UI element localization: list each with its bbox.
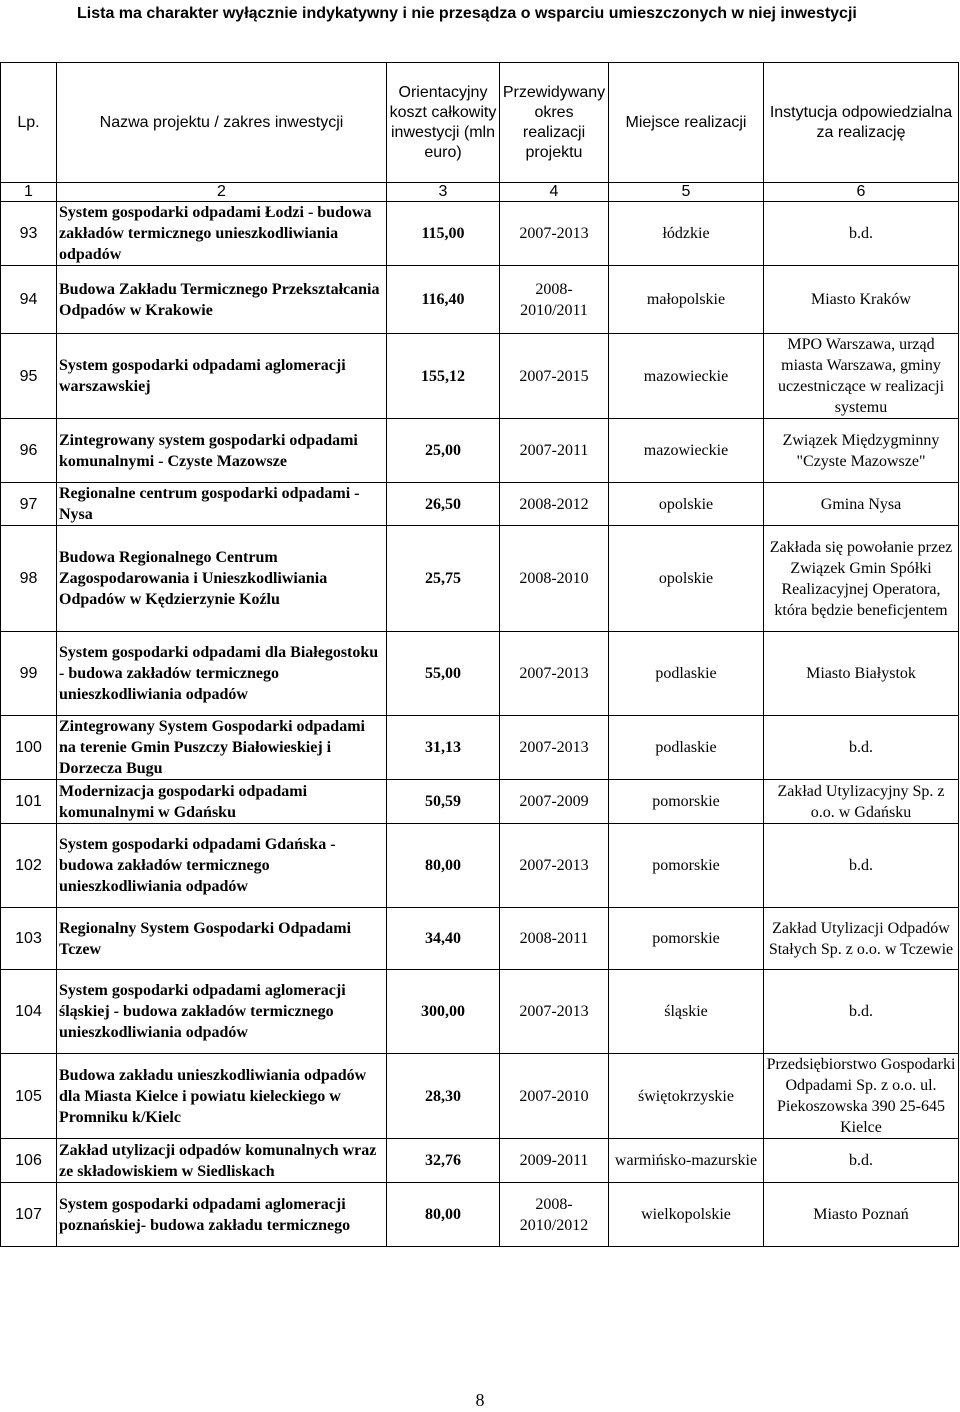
- row-cost: 155,12: [387, 334, 500, 419]
- page-heading: Lista ma charakter wyłącznie indykatywny i nie przesądza o wsparciu umieszczonych w niej inwestycji: [77, 5, 857, 22]
- row-place: pomorskie: [609, 824, 764, 908]
- row-lp: 95: [1, 334, 57, 419]
- row-place: pomorskie: [609, 908, 764, 970]
- row-project-name: System gospodarki odpadami aglomeracji poznańskiej- budowa zakładu termicznego: [57, 1183, 387, 1247]
- row-lp: 103: [1, 908, 57, 970]
- header-row: [1, 63, 959, 183]
- row-period: 2007-2015: [500, 334, 609, 419]
- row-institution: Miasto Kraków: [764, 266, 959, 334]
- row-place: pomorskie: [609, 780, 764, 824]
- row-institution: Miasto Białystok: [764, 632, 959, 716]
- row-period: 2009-2011: [500, 1139, 609, 1183]
- row-cost: 25,00: [387, 419, 500, 483]
- row-project-name: System gospodarki odpadami aglomeracji warszawskiej: [57, 334, 387, 419]
- row-lp: 93: [1, 202, 57, 266]
- row-institution: Przedsiębiorstwo Gospodarki Odpadami Sp. z o.o. ul. Piekoszowska 390 25-645 Kielce: [764, 1054, 959, 1139]
- row-institution: MPO Warszawa, urząd miasta Warszawa, gminy uczestniczące w realizacji systemu: [764, 334, 959, 419]
- column-number: 6: [764, 183, 959, 202]
- row-place: warmińsko-mazurskie: [609, 1139, 764, 1183]
- row-lp: 101: [1, 780, 57, 824]
- investment-table: [0, 62, 959, 1247]
- row-lp: 94: [1, 266, 57, 334]
- table-row: [1, 716, 959, 780]
- row-cost: 28,30: [387, 1054, 500, 1139]
- col-header-institution: Instytucja odpowiedzialna za realizację: [764, 63, 959, 183]
- table-row: [1, 1183, 959, 1247]
- row-cost: 34,40: [387, 908, 500, 970]
- row-period: 2008-2012: [500, 483, 609, 526]
- table-row: [1, 824, 959, 908]
- row-place: opolskie: [609, 526, 764, 632]
- row-period: 2007-2009: [500, 780, 609, 824]
- row-lp: 105: [1, 1054, 57, 1139]
- table-row: [1, 419, 959, 483]
- row-place: świętokrzyskie: [609, 1054, 764, 1139]
- row-project-name: Zakład utylizacji odpadów komunalnych wraz ze składowiskiem w Siedliskach: [57, 1139, 387, 1183]
- row-institution: Gmina Nysa: [764, 483, 959, 526]
- row-cost: 50,59: [387, 780, 500, 824]
- row-period: 2007-2013: [500, 824, 609, 908]
- row-period: 2007-2013: [500, 970, 609, 1054]
- row-project-name: System gospodarki odpadami dla Białegostoku - budowa zakładów termicznego unieszkodliwiania odpadów: [57, 632, 387, 716]
- row-place: opolskie: [609, 483, 764, 526]
- row-place: małopolskie: [609, 266, 764, 334]
- col-header-lp: Lp.: [1, 63, 57, 183]
- row-period: 2008-2010/2012: [500, 1183, 609, 1247]
- row-project-name: Zintegrowany System Gospodarki odpadami na terenie Gmin Puszczy Białowieskiej i Dorzecza Bugu: [57, 716, 387, 780]
- table-row: [1, 483, 959, 526]
- row-place: mazowieckie: [609, 419, 764, 483]
- row-lp: 104: [1, 970, 57, 1054]
- table-row: [1, 970, 959, 1054]
- row-institution: Zakłada się powołanie przez Związek Gmin Spółki Realizacyjnej Operatora, która będzie beneficjentem: [764, 526, 959, 632]
- row-place: podlaskie: [609, 632, 764, 716]
- row-project-name: Budowa zakładu unieszkodliwiania odpadów dla Miasta Kielce i powiatu kieleckiego w Promniku k/Kielc: [57, 1054, 387, 1139]
- row-institution: Zakład Utylizacyjny Sp. z o.o. w Gdańsku: [764, 780, 959, 824]
- column-number: 1: [1, 183, 57, 202]
- table-row: [1, 334, 959, 419]
- table-row: [1, 1139, 959, 1183]
- row-cost: 80,00: [387, 824, 500, 908]
- col-header-name: Nazwa projektu / zakres inwestycji: [57, 63, 387, 183]
- table-row: [1, 266, 959, 334]
- row-institution: b.d.: [764, 716, 959, 780]
- row-place: wielkopolskie: [609, 1183, 764, 1247]
- row-project-name: Regionalny System Gospodarki Odpadami Tczew: [57, 908, 387, 970]
- table-row: [1, 908, 959, 970]
- row-institution: Miasto Poznań: [764, 1183, 959, 1247]
- page-number: 8: [475, 1390, 485, 1410]
- row-period: 2008-2011: [500, 908, 609, 970]
- column-number: 3: [387, 183, 500, 202]
- row-cost: 115,00: [387, 202, 500, 266]
- row-institution: b.d.: [764, 970, 959, 1054]
- row-period: 2007-2011: [500, 419, 609, 483]
- table-row: [1, 202, 959, 266]
- row-institution: Zakład Utylizacji Odpadów Stałych Sp. z o.o. w Tczewie: [764, 908, 959, 970]
- row-cost: 116,40: [387, 266, 500, 334]
- row-period: 2007-2013: [500, 202, 609, 266]
- col-header-cost: Orientacyjny koszt całkowity inwestycji (mln euro): [387, 63, 500, 183]
- row-lp: 96: [1, 419, 57, 483]
- row-period: 2007-2013: [500, 632, 609, 716]
- row-project-name: System gospodarki odpadami Gdańska - budowa zakładów termicznego unieszkodliwiania odpadów: [57, 824, 387, 908]
- row-place: śląskie: [609, 970, 764, 1054]
- row-place: mazowieckie: [609, 334, 764, 419]
- row-project-name: Budowa Regionalnego Centrum Zagospodarowania i Unieszkodliwiania Odpadów w Kędzierzynie Koźlu: [57, 526, 387, 632]
- row-institution: b.d.: [764, 824, 959, 908]
- row-lp: 107: [1, 1183, 57, 1247]
- row-period: 2007-2013: [500, 716, 609, 780]
- table-row: [1, 526, 959, 632]
- row-project-name: System gospodarki odpadami aglomeracji śląskiej - budowa zakładów termicznego unieszkodliwiania odpadów: [57, 970, 387, 1054]
- col-header-period: Przewidywany okres realizacji projektu: [500, 63, 609, 183]
- row-cost: 25,75: [387, 526, 500, 632]
- row-cost: 26,50: [387, 483, 500, 526]
- row-lp: 106: [1, 1139, 57, 1183]
- column-number: 2: [57, 183, 387, 202]
- column-number: 5: [609, 183, 764, 202]
- row-lp: 100: [1, 716, 57, 780]
- table-row: [1, 1054, 959, 1139]
- row-cost: 32,76: [387, 1139, 500, 1183]
- row-cost: 300,00: [387, 970, 500, 1054]
- row-cost: 31,13: [387, 716, 500, 780]
- col-header-place: Miejsce realizacji: [609, 63, 764, 183]
- row-institution: b.d.: [764, 1139, 959, 1183]
- row-period: 2007-2010: [500, 1054, 609, 1139]
- row-lp: 99: [1, 632, 57, 716]
- column-number-row: [1, 183, 959, 202]
- row-project-name: System gospodarki odpadami Łodzi - budowa zakładów termicznego unieszkodliwiania odpadów: [57, 202, 387, 266]
- table-row: [1, 632, 959, 716]
- row-place: łódzkie: [609, 202, 764, 266]
- table-body: [1, 202, 959, 1247]
- row-cost: 55,00: [387, 632, 500, 716]
- row-lp: 97: [1, 483, 57, 526]
- column-number: 4: [500, 183, 609, 202]
- row-period: 2008-2010/2011: [500, 266, 609, 334]
- table-row: [1, 780, 959, 824]
- row-project-name: Budowa Zakładu Termicznego Przekształcania Odpadów w Krakowie: [57, 266, 387, 334]
- row-institution: b.d.: [764, 202, 959, 266]
- row-place: podlaskie: [609, 716, 764, 780]
- row-project-name: Zintegrowany system gospodarki odpadami komunalnymi - Czyste Mazowsze: [57, 419, 387, 483]
- row-institution: Związek Międzygminny "Czyste Mazowsze": [764, 419, 959, 483]
- row-lp: 98: [1, 526, 57, 632]
- row-project-name: Regionalne centrum gospodarki odpadami - Nysa: [57, 483, 387, 526]
- row-lp: 102: [1, 824, 57, 908]
- row-cost: 80,00: [387, 1183, 500, 1247]
- row-project-name: Modernizacja gospodarki odpadami komunalnymi w Gdańsku: [57, 780, 387, 824]
- row-period: 2008-2010: [500, 526, 609, 632]
